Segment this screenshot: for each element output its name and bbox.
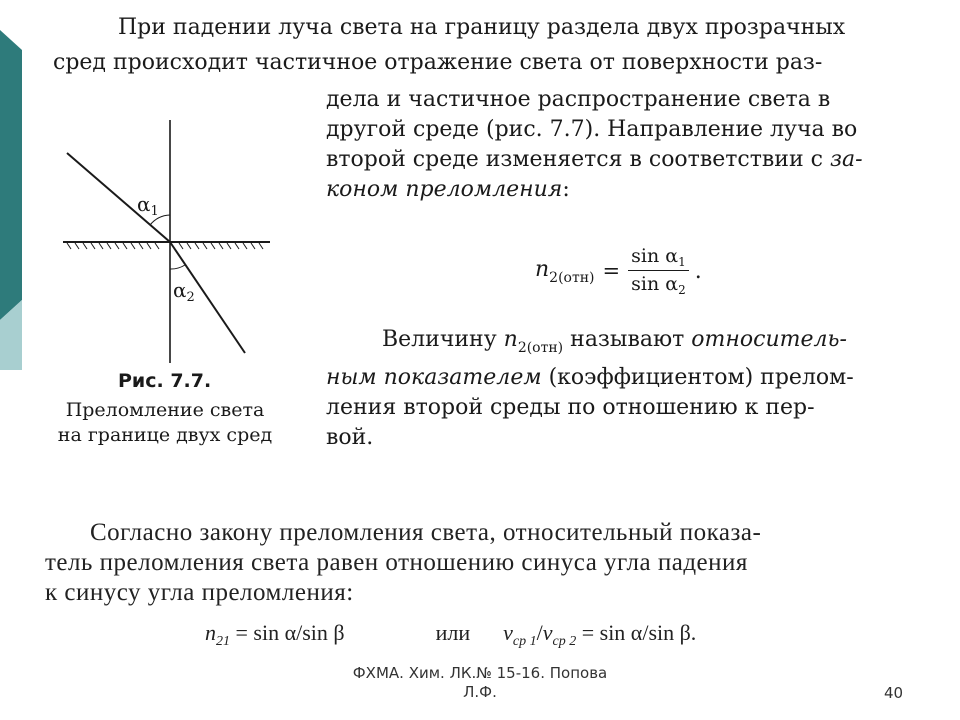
- page-number: 40: [884, 684, 904, 702]
- incident-ray: [67, 153, 170, 242]
- refraction-diagram: [55, 115, 315, 365]
- italic-term: ным показателем: [326, 365, 542, 390]
- italic-term: относитель-: [691, 327, 847, 352]
- slide-footer: [330, 664, 630, 702]
- text-line: ным показателем (коэффициентом) прелом-: [326, 365, 854, 390]
- alpha2-label: $\alpha_2$: [173, 278, 195, 305]
- italic-term: за-: [829, 147, 863, 172]
- paragraph-intro-right: [326, 85, 863, 205]
- text-line: другой среде (рис. 7.7). Направление луча во: [326, 117, 858, 142]
- footer-line: ФХМА. Хим. ЛК.№ 15-16. Попова: [352, 664, 608, 682]
- law-formula: $n_{21} = \sin \alpha/\sin$ β или $v_{ср 1}/v_{ср 2} = \sin \alpha/\sin$ β.: [205, 620, 697, 649]
- angle-arc-2: [170, 265, 185, 269]
- refraction-formula: [535, 245, 702, 297]
- text-line: Величину $n_{2(отн)}$ называют относитель-: [382, 327, 847, 356]
- caption-line: Преломление света: [65, 399, 265, 421]
- paragraph-law: [45, 518, 761, 608]
- formula-fraction: $\frac{\sin \alpha_1}{\sin \alpha_2}$: [628, 245, 689, 297]
- text-line: ления второй среды по отношению к пер-: [326, 395, 815, 420]
- formula-end: .: [694, 258, 702, 284]
- text-line: второй среде изменяется в соответствии с за-: [326, 147, 863, 172]
- footer-line: Л.Ф.: [463, 683, 497, 701]
- or-word: или: [435, 620, 471, 645]
- formula-eq: =: [602, 259, 621, 283]
- paragraph-definition: [326, 325, 854, 453]
- text-line: коном преломления:: [326, 177, 570, 202]
- text-line: тель преломления света равен отношению синуса угла падения: [45, 549, 748, 576]
- italic-term: коном преломления: [326, 177, 563, 202]
- formula-n: $n_{2(отн)}$: [535, 256, 595, 286]
- paragraph-intro: [118, 12, 845, 43]
- text-line: сред происходит частичное отражение света от поверхности раз-: [53, 50, 823, 75]
- figure-caption-label: Рис. 7.7.: [118, 370, 212, 392]
- interface-hatching: [67, 243, 263, 249]
- text-line: к синусу угла преломления:: [45, 579, 354, 606]
- alpha1-label: $\alpha_1$: [137, 192, 159, 219]
- text-line: Согласно закону преломления света, относительный показа-: [90, 519, 762, 546]
- paragraph-intro-line2: [53, 47, 822, 78]
- text-line: При падении луча света на границу раздела двух прозрачных: [118, 15, 846, 40]
- slide-decoration: [0, 30, 22, 370]
- text-line: вой.: [326, 425, 374, 450]
- caption-line: на границе двух сред: [57, 424, 273, 446]
- figure-caption: [30, 398, 300, 448]
- text-line: дела и частичное распространение света в: [326, 87, 831, 112]
